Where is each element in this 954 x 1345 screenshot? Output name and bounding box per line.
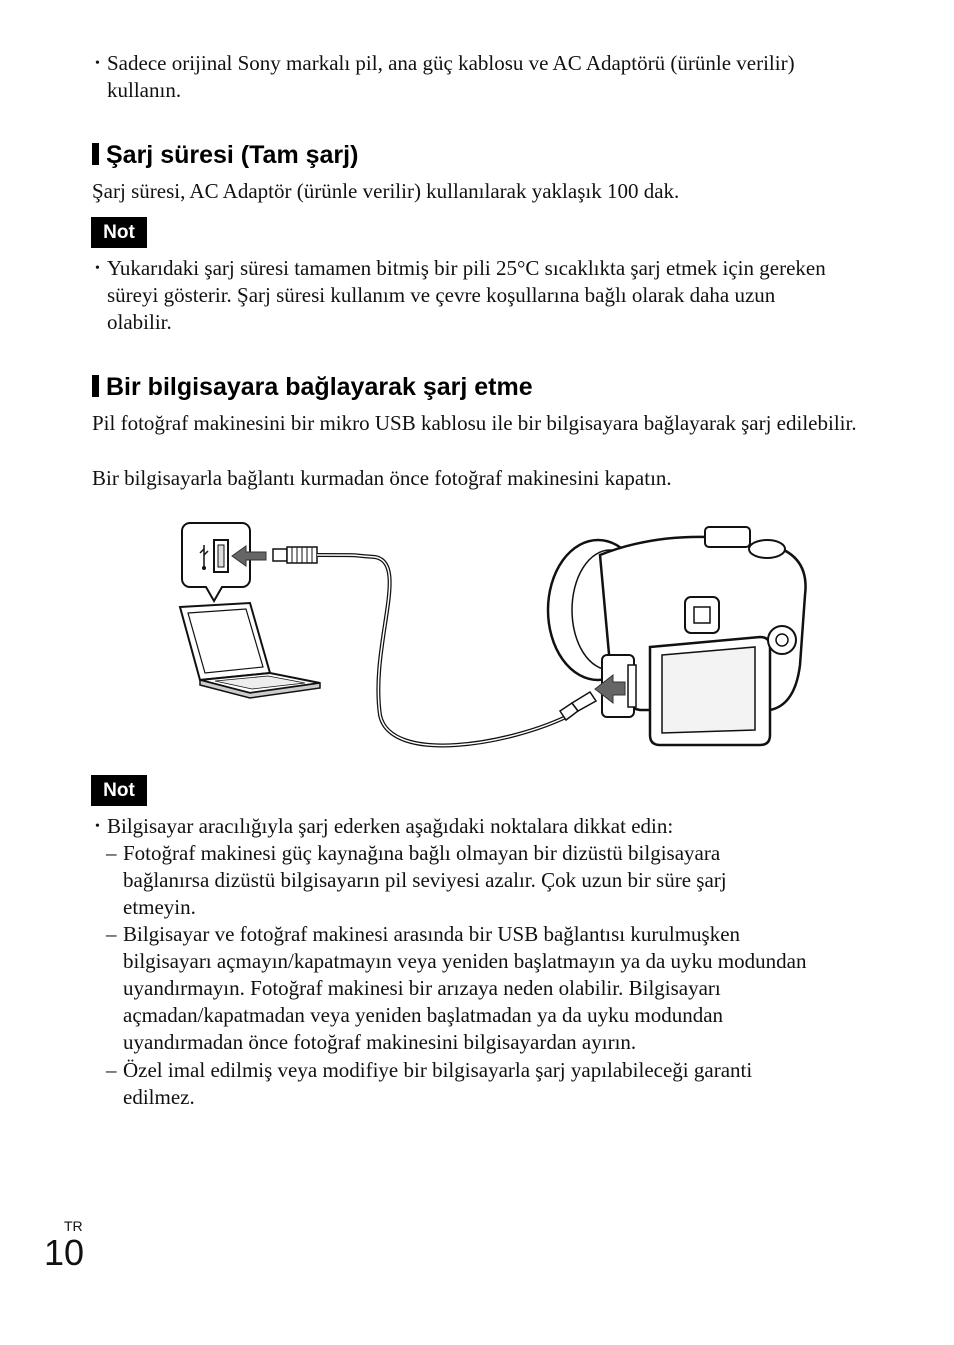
bullet-dot: • bbox=[95, 819, 100, 834]
language-label: TR bbox=[64, 1218, 83, 1234]
section2-body-2: Bir bilgisayarla bağlantı kurmadan önce fotoğraf makinesini kapatın. bbox=[92, 466, 672, 490]
section2-heading bbox=[92, 372, 533, 402]
usb-charging-illustration bbox=[170, 515, 820, 765]
micro-usb-plug bbox=[560, 692, 596, 720]
camera-illustration bbox=[548, 527, 806, 745]
heading-marker bbox=[92, 143, 99, 165]
dash-item-text: Fotoğraf makinesi güç kaynağına bağlı olmayan bir dizüstü bilgisayara bağlanırsa dizüstü bilgisayarın pil seviyesi azalır. Çok uzun bir süre şarj etmeyin. bbox=[123, 841, 727, 919]
bullet-dot: • bbox=[95, 56, 100, 71]
intro-bullet-text: Sadece orijinal Sony markalı pil, ana güç kablosu ve AC Adaptörü (ürünle verilir) kullanın. bbox=[107, 51, 795, 102]
dash-item-text: Bilgisayar ve fotoğraf makinesi arasında bir USB bağlantısı kurulmuşken bilgisayarı açmayın/kapatmayın veya yeniden başlatmayın ya da uyku modundan uyandırmayın. Fotoğraf makinesi bir arızaya neden olabilir. Bilgisayarı açmadan/kapatmadan veya yeniden başlatmadan ya da uyku modundan uyandırmadan önce fotoğraf makinesini bilgisayardan ayırın. bbox=[123, 922, 807, 1054]
dash-symbol: – bbox=[106, 922, 117, 946]
usb-cable bbox=[317, 555, 570, 745]
laptop-illustration bbox=[180, 603, 320, 698]
section1-body: Şarj süresi, AC Adaptör (ürünle verilir) kullanılarak yaklaşık 100 dak. bbox=[92, 179, 680, 203]
note-badge-2: Not bbox=[91, 775, 147, 806]
bullet-dot: • bbox=[95, 261, 100, 276]
dash-item-3 bbox=[106, 1057, 826, 1111]
section2-note-text: Bilgisayar aracılığıyla şarj ederken aşağıdaki noktalara dikkat edin: bbox=[107, 814, 674, 838]
section1-note-bullet bbox=[95, 255, 830, 336]
section1-heading bbox=[92, 140, 358, 170]
dash-item-1 bbox=[106, 840, 826, 921]
section1-title: Şarj süresi (Tam şarj) bbox=[106, 141, 359, 169]
note-badge-1: Not bbox=[91, 217, 147, 248]
heading-marker bbox=[92, 375, 99, 397]
dash-item-2 bbox=[106, 921, 826, 1056]
section1-note-text: Yukarıdaki şarj süresi tamamen bitmiş bir pili 25°C sıcaklıkta şarj etmek için gereken süreyi gösterir. Şarj süresi kullanım ve çevre koşullarına bağlı olarak daha uzun olabilir. bbox=[107, 256, 826, 334]
intro-bullet bbox=[95, 50, 825, 104]
section2-title: Bir bilgisayara bağlayarak şarj etme bbox=[106, 373, 533, 401]
dash-symbol: – bbox=[106, 841, 117, 865]
section2-note-bullet bbox=[95, 813, 830, 840]
section2-body-1: Pil fotoğraf makinesini bir mikro USB kablosu ile bir bilgisayara bağlayarak şarj edilebilir. bbox=[92, 411, 857, 435]
dash-item-text: Özel imal edilmiş veya modifiye bir bilgisayarla şarj yapılabileceği garanti edilmez. bbox=[123, 1058, 753, 1109]
usb-plug bbox=[273, 547, 317, 563]
dash-symbol: – bbox=[106, 1058, 117, 1082]
page-number: 10 bbox=[44, 1232, 85, 1273]
